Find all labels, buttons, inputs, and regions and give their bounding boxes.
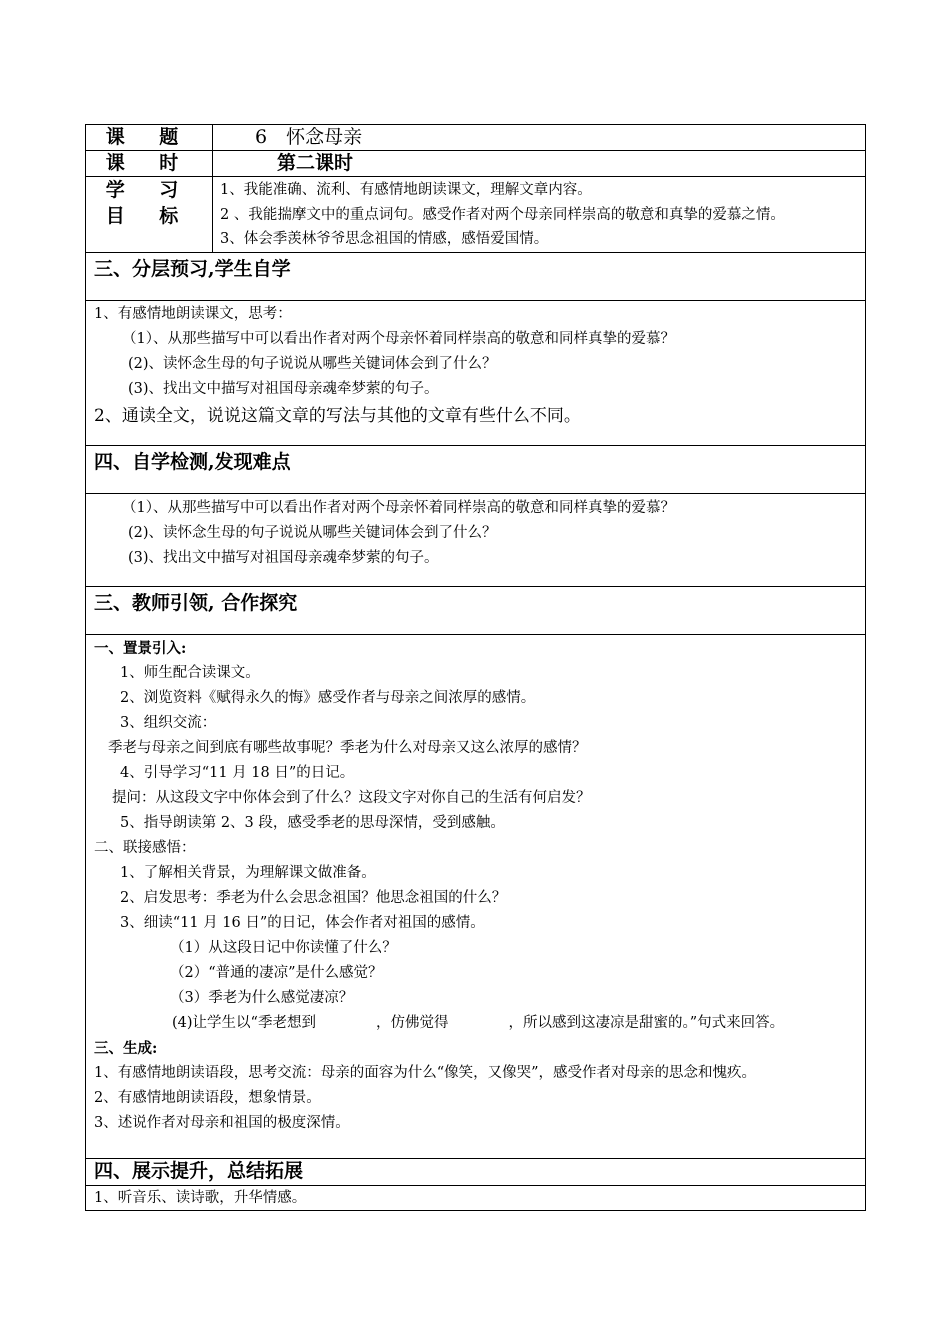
topic-label: 课 题 <box>86 125 213 151</box>
period-row <box>86 151 866 177</box>
topic-value: 6 怀念母亲 <box>213 125 866 151</box>
section2-body <box>86 493 866 586</box>
section1-line: 2、通读全文，说说这篇文章的写法与其他的文章有些什么不同。 <box>94 405 581 426</box>
section1-line: （1）、从那些描写中可以看出作者对两个母亲怀着同样崇高的敬意和同样真挚的爱慕？ <box>122 330 675 347</box>
section4-body <box>86 1185 866 1210</box>
goals-label <box>86 177 213 253</box>
section2-line: (2)、读怀念生母的句子说说从哪些关键词体会到了什么？ <box>128 524 497 541</box>
section3-part1-title: 一、置景引入: <box>94 639 187 657</box>
section3-fill-blank-line <box>94 1011 857 1036</box>
goals-label-line: 学 习 <box>105 179 193 201</box>
goals-row <box>86 177 866 253</box>
section3-line: 1、师生配合读课文。 <box>120 664 260 681</box>
fill-text-2: ，仿佛觉得 <box>375 1014 449 1031</box>
goal-item: 1、我能准确、流利、有感情地朗读课文，理解文章内容。 <box>220 182 592 198</box>
section3-line: （1）从这段日记中你读懂了什么？ <box>170 939 397 956</box>
section3-header-row <box>86 586 866 634</box>
section1-body <box>86 300 866 445</box>
section4-line: 1、听音乐、读诗歌，升华情感。 <box>94 1189 307 1206</box>
section1-line: (2)、读怀念生母的句子说说从哪些关键词体会到了什么？ <box>128 355 497 372</box>
section3-body-row <box>86 634 866 1158</box>
section2-line: （1）、从那些描写中可以看出作者对两个母亲怀着同样崇高的敬意和同样真挚的爱慕？ <box>122 499 675 516</box>
section3-line: 季老与母亲之间到底有哪些故事呢？季老为什么对母亲又这么浓厚的感情？ <box>108 739 587 756</box>
section3-line: 1、有感情地朗读语段，思考交流：母亲的面容为什么“像笑，又像哭”，感受作者对母亲的思念和愧疚。 <box>94 1064 757 1081</box>
goal-item: 3、体会季羡林爷爷思念祖国的情感，感悟爱国情。 <box>220 231 549 247</box>
section3-line: 1、了解相关背景，为理解课文做准备。 <box>120 864 376 881</box>
section3-line: 2、有感情地朗读语段，想象情景。 <box>94 1089 321 1106</box>
section3-line: 3、组织交流： <box>120 714 217 731</box>
section1-body-row <box>86 300 866 445</box>
section3-line: 2、启发思考：季老为什么会思念祖国？他思念祖国的什么？ <box>120 889 507 906</box>
section4-header-row <box>86 1158 866 1185</box>
lesson-plan <box>85 124 865 1211</box>
fill-text-1: (4)让学生以“季老想到 <box>172 1014 316 1031</box>
section2-header-row <box>86 445 866 493</box>
section1-title: 三、分层预习,学生自学 <box>86 252 866 300</box>
section3-line: 3、细读“11 月 16 日”的日记，体会作者对祖国的感情。 <box>120 914 485 931</box>
section3-line: 4、引导学习“11 月 18 日”的日记。 <box>120 764 355 781</box>
section3-line: 提问：从这段文字中你体会到了什么？这段文字对你自己的生活有何启发？ <box>112 789 591 806</box>
section3-line: （3）季老为什么感觉凄凉？ <box>170 989 354 1006</box>
section3-line: 2、浏览资料《赋得永久的悔》感受作者与母亲之间浓厚的感情。 <box>120 689 536 706</box>
section1-line: (3)、找出文中描写对祖国母亲魂牵梦萦的句子。 <box>128 380 439 397</box>
goals-cell <box>213 177 866 253</box>
section3-part3-title: 三、生成: <box>94 1039 158 1057</box>
section1-line: 1、有感情地朗读课文，思考： <box>94 305 292 322</box>
period-label: 课 时 <box>86 151 213 177</box>
section3-line: 5、指导朗读第 2、3 段，感受季老的思母深情，受到感触。 <box>120 814 505 831</box>
period-value: 第二课时 <box>213 151 866 177</box>
section4-title: 四、展示提升，总结拓展 <box>86 1158 866 1185</box>
section2-title: 四、自学检测,发现难点 <box>86 445 866 493</box>
section3-line: 3、述说作者对母亲和祖国的极度深情。 <box>94 1114 350 1131</box>
fill-text-3: ，所以感到这凄凉是甜蜜的。”句式来回答。 <box>508 1014 785 1031</box>
section2-body-row <box>86 493 866 586</box>
goal-item: 2 、我能揣摩文中的重点词句。感受作者对两个母亲同样崇高的敬意和真挚的爱慕之情。 <box>220 206 785 223</box>
section3-body <box>86 634 866 1158</box>
section1-header-row <box>86 252 866 300</box>
section3-title: 三、教师引领, 合作探究 <box>86 586 866 634</box>
section3-line: （2）“普通的凄凉”是什么感觉？ <box>170 964 383 981</box>
goals-label-line: 目 标 <box>105 205 193 227</box>
section4-body-row <box>86 1185 866 1210</box>
section3-part2-title: 二、联接感悟： <box>94 839 196 856</box>
section2-line: (3)、找出文中描写对祖国母亲魂牵梦萦的句子。 <box>128 549 439 566</box>
lesson-plan-table <box>85 124 866 1211</box>
topic-row <box>86 125 866 151</box>
